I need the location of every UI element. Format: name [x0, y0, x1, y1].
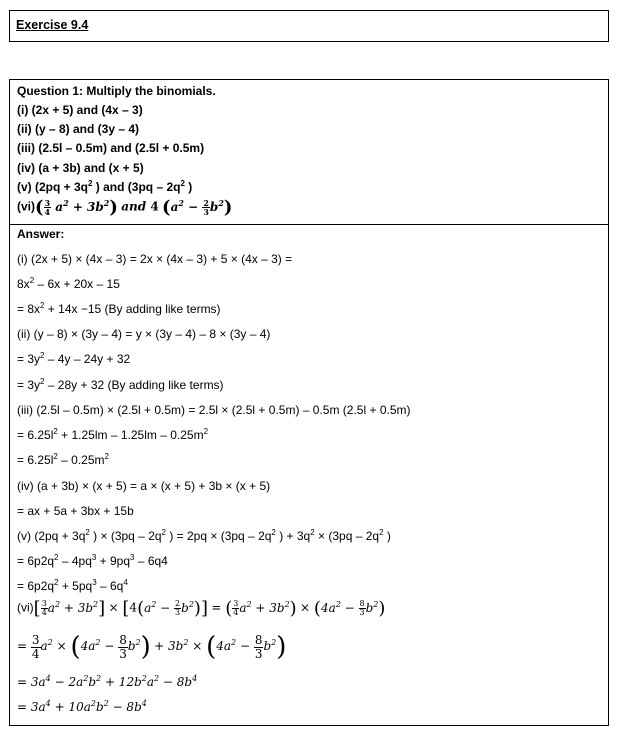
answer-line-4: (ii) (y – 8) × (3y – 4) = y × (3y – 4) – 8 × (3y – 4) [17, 327, 271, 341]
answer-line-2: $8x^2 - 6x + 20x - 15$ [17, 276, 120, 291]
answer-line-3: = $8x^2 + 14x -15$ (By adding like terms) [17, 301, 221, 316]
answer-line-18: = $3a^4 + 10a^2b^2 - 8b^4$ [17, 699, 147, 714]
answer-line-14: = $6p2q^2 + 5pq^3 - 6q^4$ [17, 578, 128, 593]
question-heading: Question 1: Multiply the binomials. [17, 84, 216, 98]
answer-line-10: (iv) (a + 3b) × (x + 5) = a × (x + 5) + 3b × (x + 5) [17, 479, 271, 493]
answer-line-12: (v) ($2pq + 3q^2$ ) × ($3pq - 2q^2$ ) = $2pq \times (3pq - 2q^2$ ) + $3q^2 \times (3pq - 2q^2$ ) [17, 528, 391, 543]
question-part-v: (v) ($2pq + 3q^2$ ) and ($3pq - 2q^2$ ) [17, 179, 193, 194]
answer-line-15: (vi)[ $\frac{3}{4}$ $a^2 + 3b^2] \times [4(a^2$ − $\frac{2}{3}$ $b^2$)] = ( $\frac{3}{4}$ $a^2 + 3b^2) \times (4a^2$ − $\frac{8}{3}$ $b^2$) [17, 598, 386, 619]
exercise-title-box [9, 10, 609, 42]
question-part-iv: (iv) (a + 3b) and (x + 5) [17, 161, 144, 175]
answer-line-1: (i) (2x + 5) × (4x – 3) = 2x × (4x – 3) + 5 × (4x – 3) = [17, 252, 293, 266]
question-part-ii: (ii) (y – 8) and (3y – 4) [17, 122, 140, 136]
answer-line-17: = $3a^4 - 2a^2b^2 + 12b^2a^2 - 8b^4$ [17, 674, 198, 689]
answer-line-6: = $3y^2 - 28y + 32$ (By adding like terms) [17, 377, 224, 392]
question-part-vi: (vi)( $\frac{3}{4}$ $a^2 + 3b^2$) and 4 ($a^2$ − $\frac{2}{3}$ $b^2$) [17, 197, 233, 218]
answer-line-8: = $6.25l^2 + 1.25lm - 1.25lm - 0.25m^2$ [17, 427, 209, 442]
answer-line-7: (iii) (2.5l – 0.5m) × (2.5l + 0.5m) = 2.5l × (2.5l + 0.5m) – 0.5m (2.5l + 0.5m) [17, 403, 411, 417]
exercise-title: Exercise 9.4 [16, 18, 89, 32]
question-part-i: (i) (2x + 5) and (4x – 3) [17, 103, 143, 117]
answer-line-13: = $6p2q^2 - 4pq^3 + 9pq^3 - 6q4$ [17, 553, 168, 568]
answer-line-9: = $6.25l^2 - 0.25m^2$ [17, 452, 109, 467]
answer-box [9, 224, 609, 726]
question-part-iii: (iii) (2.5l – 0.5m) and (2.5l + 0.5m) [17, 141, 205, 155]
question-box [9, 79, 609, 225]
answer-line-11: = ax + 5a + 3bx + 15b [17, 504, 134, 518]
answer-line-16: = $\frac{3}{4}$ $a^2 \times (4a^2$ − $\frac{8}{3}$ $b^2) + 3b^2 \times (4a^2$ − $\frac{8}{3}$ $b^2$) [17, 632, 287, 662]
answer-heading: Answer: [17, 227, 65, 241]
answer-line-5: = $3y^2 - 4y - 24y + 32$ [17, 351, 131, 366]
